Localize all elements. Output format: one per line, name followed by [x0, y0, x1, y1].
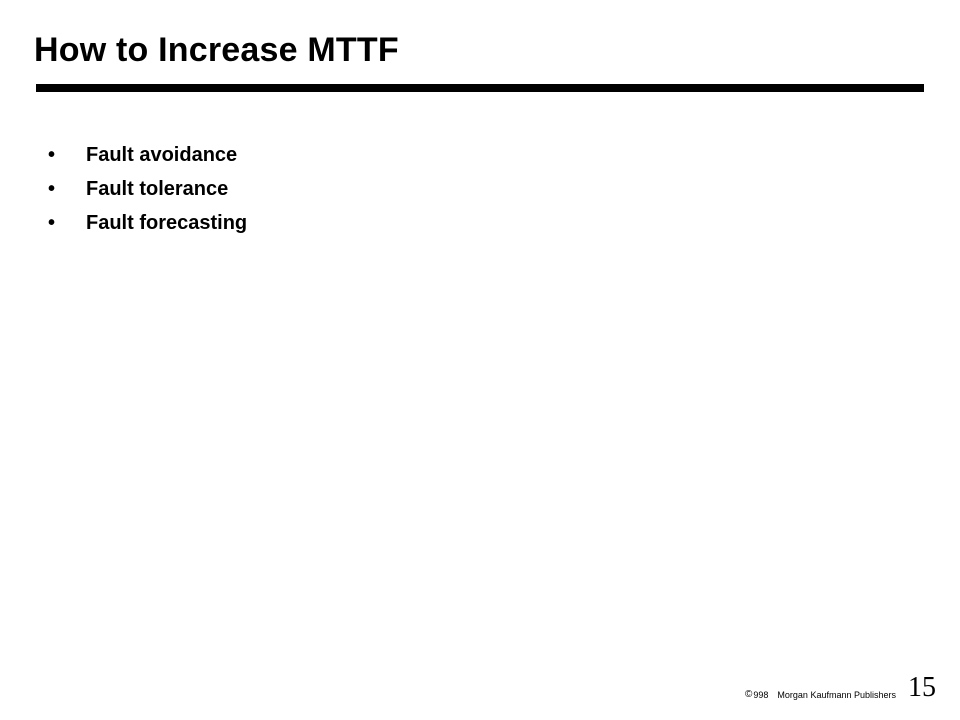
bullet-list: [48, 138, 247, 240]
bullet-item-fault-forecasting: [48, 206, 247, 240]
bullet-marker-icon: •: [48, 177, 56, 200]
footer-year: 998: [753, 690, 769, 700]
bullet-text: Fault avoidance: [86, 143, 238, 166]
bullet-text: Fault forecasting: [86, 211, 248, 234]
footer-publisher: Morgan Kaufmann Publishers: [777, 690, 896, 700]
title-underline-rule: [36, 84, 924, 92]
bullet-text: Fault tolerance: [86, 177, 229, 200]
slide-footer: [745, 674, 936, 702]
bullet-marker-icon: •: [48, 143, 56, 166]
slide-title: How to Increase MTTF: [34, 31, 399, 69]
copyright-icon: ©: [745, 689, 753, 700]
bullet-item-fault-avoidance: [48, 138, 247, 172]
bullet-item-fault-tolerance: [48, 172, 247, 206]
slide-page-number: 15: [908, 672, 936, 703]
bullet-marker-icon: •: [48, 211, 56, 234]
